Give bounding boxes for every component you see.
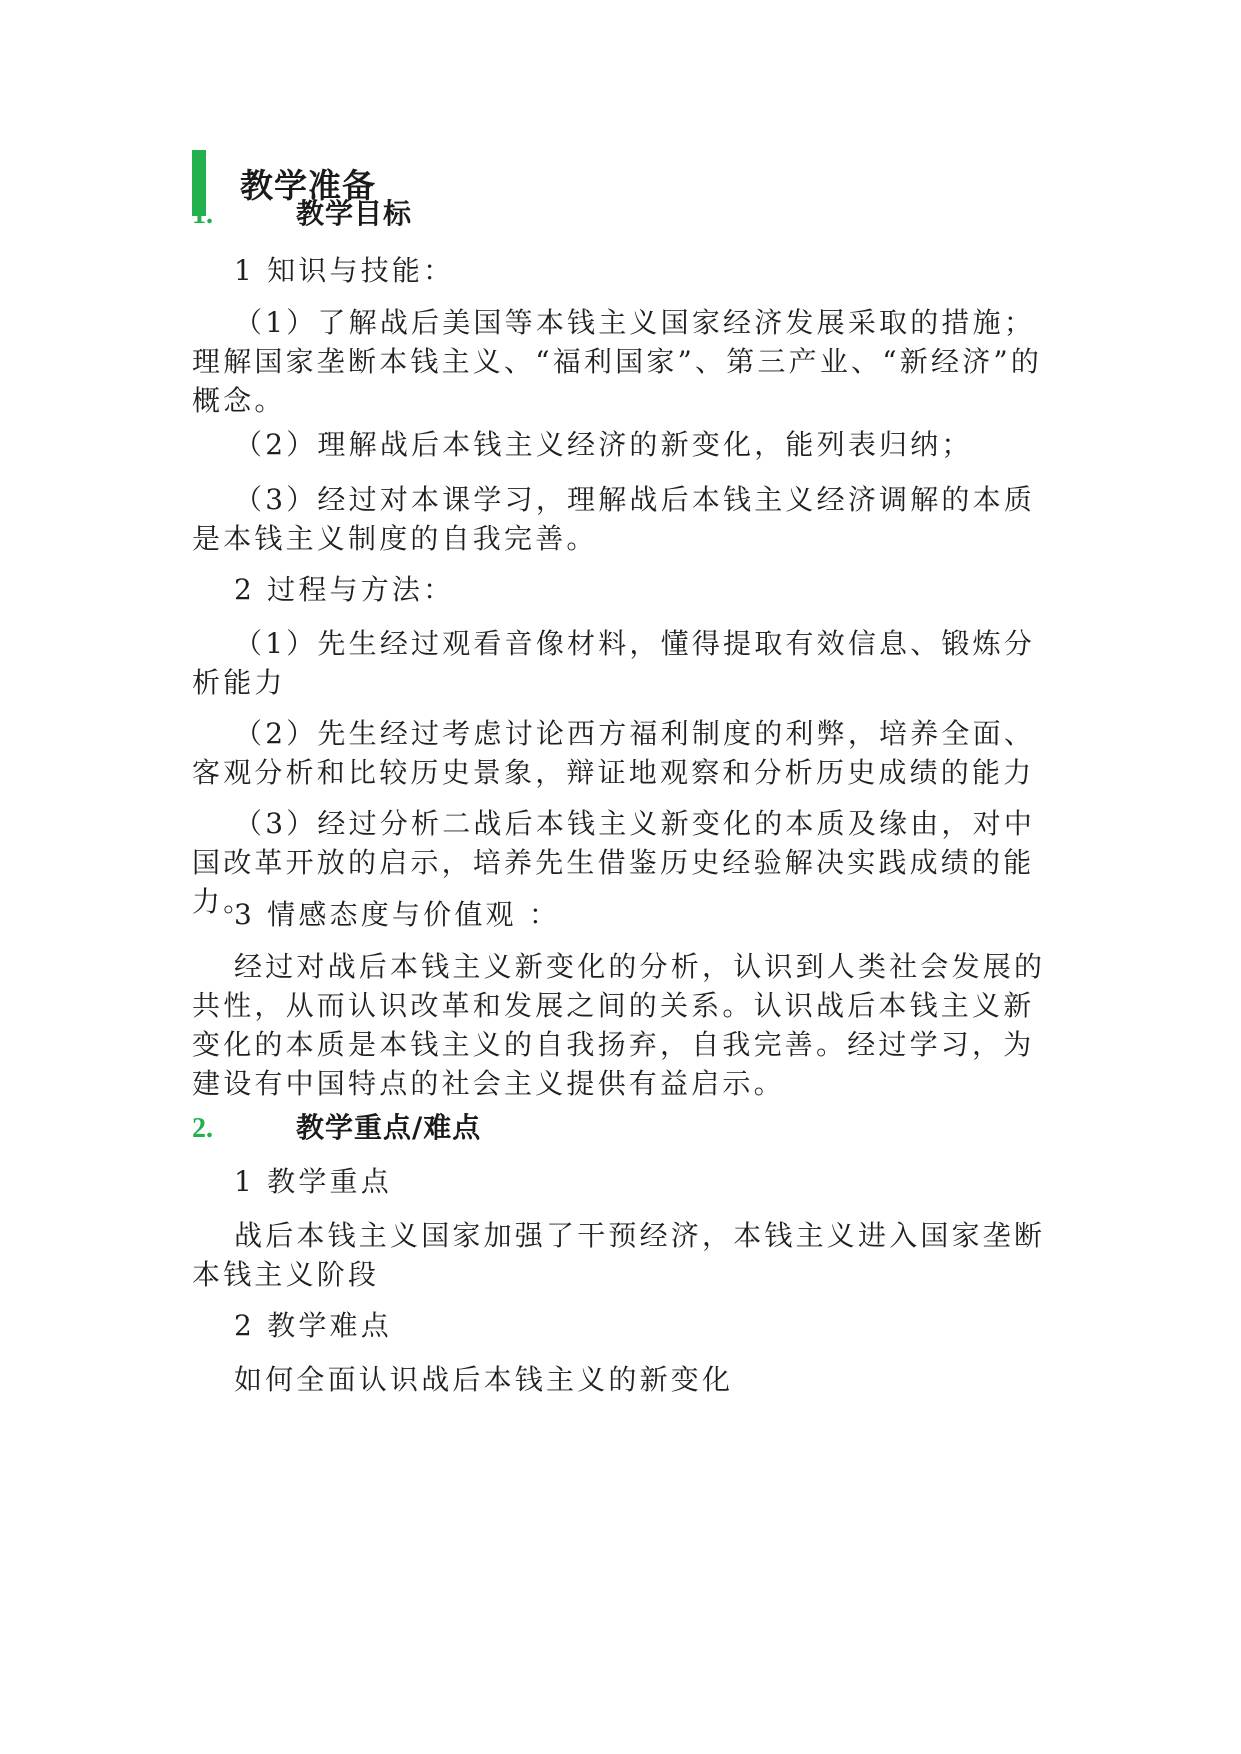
heading-title: 教学准备	[240, 165, 376, 205]
difficulty-label: 2 教学难点	[234, 1309, 392, 1342]
knowledge-item-2: （2）理解战后本钱主义经济的新变化，能列表归纳；	[234, 428, 973, 461]
subheading-title: 教学重点/难点	[296, 1111, 482, 1144]
knowledge-item-3: （3）经过对本课学习，理解战后本钱主义经济调解的本质是本钱主义制度的自我完善。	[192, 483, 1036, 555]
subheading-number: 1.	[192, 199, 213, 230]
knowledge-item-1: （1）了解战后美国等本钱主义国家经济发展采取的措施；理解国家垄断本钱主义、“福利国家”、第三产业、“新经济”的概念。	[192, 306, 1043, 417]
knowledge-label: 1 知识与技能：	[234, 254, 455, 287]
focus-label: 1 教学重点	[234, 1165, 392, 1198]
process-label: 2 过程与方法：	[234, 573, 455, 606]
subheading-focus-difficulty	[192, 1106, 481, 1146]
process-item-3: （3）经过分析二战后本钱主义新变化的本质及缘由，对中国改革开放的启示，培养先生借鉴历史经验解决实践成绩的能力。	[192, 807, 1036, 918]
subheading-title: 教学目标	[296, 197, 413, 230]
attitude-text: 经过对战后本钱主义新变化的分析，认识到人类社会发展的共性，从而认识改革和发展之间的关系。认识战后本钱主义新变化的本质是本钱主义的自我扬弃，自我完善。经过学习，为建设有中国特点的社会主义提供有益启示。	[192, 950, 1046, 1100]
difficulty-text: 如何全面认识战后本钱主义的新变化	[234, 1363, 734, 1396]
process-item-2: （2）先生经过考虑讨论西方福利制度的利弊，培养全面、客观分析和比较历史景象，辩证地观察和分析历史成绩的能力	[192, 717, 1036, 789]
focus-text: 战后本钱主义国家加强了干预经济，本钱主义进入国家垄断本钱主义阶段	[192, 1219, 1046, 1291]
subheading-number: 2.	[192, 1113, 213, 1144]
subheading-teaching-goals	[192, 192, 412, 232]
attitude-label: 3 情感态度与价值观 ：	[234, 898, 561, 931]
process-item-1: （1）先生经过观看音像材料，懂得提取有效信息、锻炼分析能力	[192, 627, 1036, 699]
